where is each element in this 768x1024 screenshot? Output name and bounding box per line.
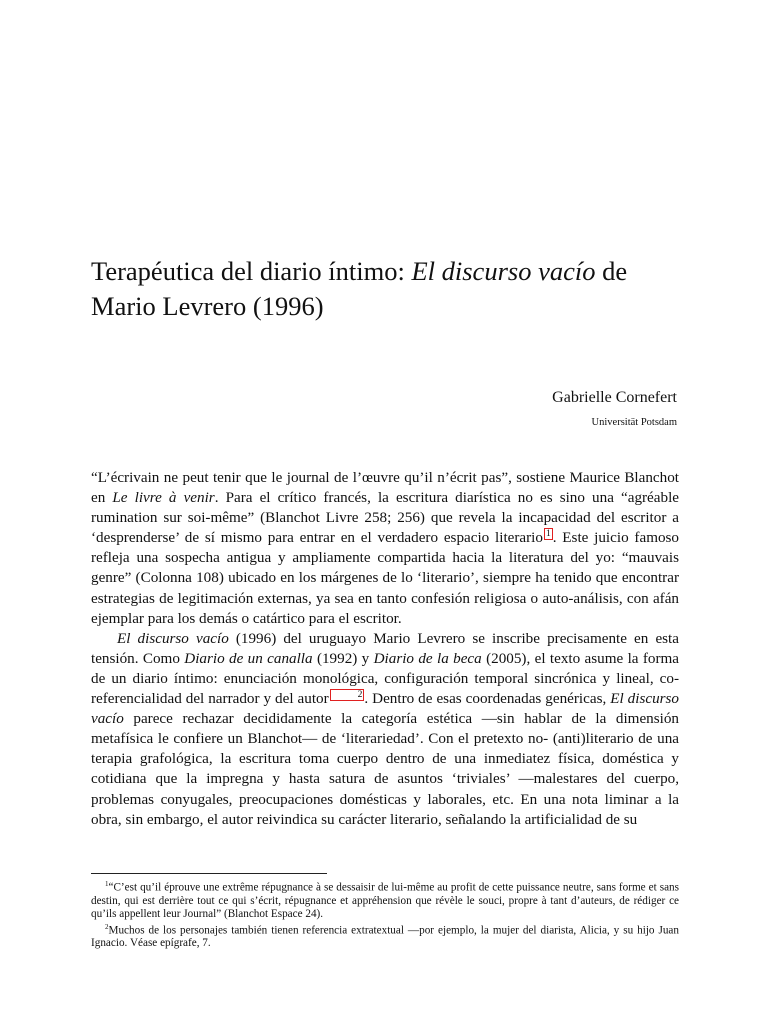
footnote-2 bbox=[91, 921, 679, 951]
title-book-name: El discurso vacío bbox=[411, 256, 596, 286]
footnote-number: 2 bbox=[105, 922, 109, 931]
footnote-1 bbox=[91, 878, 679, 921]
text-span: parece rechazar decididamente la categoría estética —sin hablar de la dimensión metafísica le confiere un Blanchot— de ‘literariedad’. Con el pretexto no- (anti)literario de una terapia grafológica, la escritura toma cuerpo dentro de una inmediatez física, doméstica y cotidiana que la impregna y hasta satura de asuntos ‘triviales’ —malestares del cuerpo, problemas conyugales, preocupaciones domésticas y laborales, etc. En una nota liminar a la obra, sin embargo, el autor reivindica su carácter literario, señalando la artificialidad de su bbox=[91, 710, 679, 828]
footnote-text: “C’est qu’il éprouve une extrême répugnance à se dessaisir de lui-même au profit de cette puissance neutre, sans forme et sans destin, qui est derrière tout ce qui s’écrit, répugnance et appréhension que révèle le souci, propre à tant d’auteurs, de rédiger ce qu’ils appellent leur Journal” (Blanchot Espace 24). bbox=[91, 881, 679, 920]
text-span: . Para el crítico francés, la escritura diarística no es sino una “agréable rumination sur soi-même” (Blanchot Livre 258; 256) que revela la incapacidad del escritor a ‘desprenderse’ de sí mismo para entrar en el verdadero espacio literario bbox=[91, 489, 679, 547]
author-name: Gabrielle Cornefert bbox=[552, 389, 677, 406]
text-span: (1992) y bbox=[312, 649, 374, 667]
footnote-link-1[interactable]: 1 bbox=[545, 529, 551, 540]
book-title-italic: El discurso vacío bbox=[91, 690, 680, 728]
footnotes bbox=[91, 878, 679, 950]
footnote-link-2[interactable]: 2 bbox=[330, 689, 365, 701]
text-span: “L’écrivain ne peut tenir que le journal de l’œuvre qu’il n’écrit pas”, sostiene Maurice Blanchot en bbox=[91, 469, 679, 507]
article-title bbox=[91, 254, 691, 324]
book-title-italic: Le livre à venir bbox=[112, 489, 215, 507]
paragraph-2 bbox=[91, 629, 679, 830]
footnote-divider bbox=[91, 873, 327, 874]
footnote-text: Muchos de los personajes también tienen referencia extratextual —por ejemplo, la mujer del diarista, Alicia, y su hijo Juan Ignacio. Véase epígrafe, 7. bbox=[91, 924, 679, 950]
text-span: . Dentro de esas coordenadas genéricas, bbox=[364, 690, 611, 708]
book-title-italic: Diario de la beca bbox=[373, 649, 482, 667]
article-body bbox=[91, 468, 679, 830]
title-part-3: de Mario Levrero (1996) bbox=[91, 256, 628, 321]
book-title-italic: Diario de un canalla bbox=[184, 649, 313, 667]
text-span: . Este juicio famoso refleja una sospecha antigua y ampliamente compartida hacia la literatura del yo: “mauvais genre” (Colonna 108) ubicado en los márgenes de lo ‘literario’, siempre ha tenido que encontrar estrategias de legitimación externas, ya sea en tanto confesión religiosa o auto-análisis, con afán ejemplar para los demás o catártico para el escritor. bbox=[91, 529, 680, 627]
text-span: (2005), el texto asume la forma de un diario íntimo: enunciación monológica, configuración temporal sincrónica y lineal, co-referencialidad del narrador y del autor bbox=[91, 649, 680, 708]
paragraph-1 bbox=[91, 468, 679, 629]
author-affiliation: Universität Potsdam bbox=[591, 417, 677, 428]
title-part-1: Terapéutica del diario íntimo: bbox=[91, 256, 412, 286]
text-span: (1996) del uruguayo Mario Levrero se inscribe precisamente en esta tensión. Como bbox=[91, 629, 679, 667]
footnote-number: 1 bbox=[105, 880, 109, 888]
book-title-italic: El discurso vacío bbox=[117, 629, 229, 647]
